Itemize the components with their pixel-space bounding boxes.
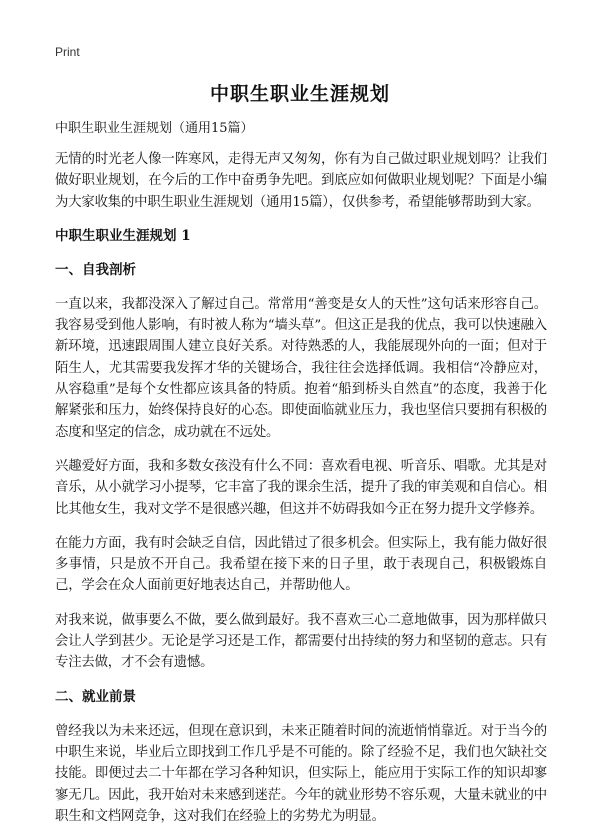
paragraph-employment-1: 曾经我以为未来还远，但现在意识到，未来正随着时间的流逝悄悄靠近。对于当今的中职生来说，毕业后立即找到工作几乎是不可能的。除了经验不足，我们也欠缺社交技能。即便过去二十年都在学习各种知识，但实际上，能应用于实际工作的知识却寥寥无几。因此，我开始对未来感到迷茫。今年的就业形势不容乐观，大量未就业的中职生和文档网竞争，这对我们在经验上的劣势尤为明显。 <box>55 723 547 824</box>
section-heading-employment: 二、就业前景 <box>55 688 136 705</box>
paragraph-self-analysis-4: 对我来说，做事要么不做，要么做到最好。我不喜欢三心二意地做事，因为那样做只会让人学到甚少。无论是学习还是工作，都需要付出持续的努力和坚韧的意志。只有专注去做，才不会有遗憾。 <box>55 612 547 671</box>
section-heading-self-analysis: 一、自我剖析 <box>55 261 136 278</box>
paragraph-self-analysis-3: 在能力方面，我有时会缺乏自信，因此错过了很多机会。但实际上，我有能力做好很多事情，只是放不开自己。我希望在接下来的日子里，敢于表现自己，积极锻炼自己，学会在众人面前更好地表达自己，并帮助他人。 <box>55 535 547 594</box>
document-subtitle: 中职生职业生涯规划（通用15篇） <box>55 121 254 136</box>
document-body <box>55 118 547 840</box>
paragraph-self-analysis-1: 一直以来，我都没深入了解过自己。常常用“善变是女人的天性”这句话来形容自己。我容易受到他人影响，有时被人称为“墙头草”。但这正是我的优点，我可以快速融入新环境，迅速跟周围人建立良好关系。对待熟悉的人，我能展现外向的一面；但对于陌生人，尤其需要我发挥才华的关键场合，我往往会选择低调。我相信“冷静应对，从容稳重”是每个女性都应该具备的特质。抱着“船到桥头自然直”的态度，我善于化解紧张和压力，始终保持良好的心态。即使面临就业压力，我也坚信只要拥有积极的态度和坚定的信念，成功就在不远处。 <box>55 296 547 440</box>
page-title: 中职生职业生涯规划 <box>209 83 390 105</box>
intro-paragraph: 无情的时光老人像一阵寒风，走得无声又匆匆，你有为自己做过职业规划吗？让我们做好职业规划，在今后的工作中奋勇争先吧。到底应如何做职业规划呢？下面是小编为大家收集的中职生职业生涯规划（通用15篇），仅供参考，希望能够帮助到大家。 <box>55 152 547 210</box>
print-link[interactable]: Print <box>55 45 80 59</box>
plan-heading: 中职生职业生涯规划 1 <box>55 227 191 244</box>
paragraph-self-analysis-2: 兴趣爱好方面，我和多数女孩没有什么不同：喜欢看电视、听音乐、唱歌。尤其是对音乐，从小就学习小提琴，它丰富了我的课余生活，提升了我的审美观和自信心。相比其他女生，我对文学不是很感兴趣，但这并不妨碍我如今正在努力提升文学修养。 <box>55 458 547 517</box>
